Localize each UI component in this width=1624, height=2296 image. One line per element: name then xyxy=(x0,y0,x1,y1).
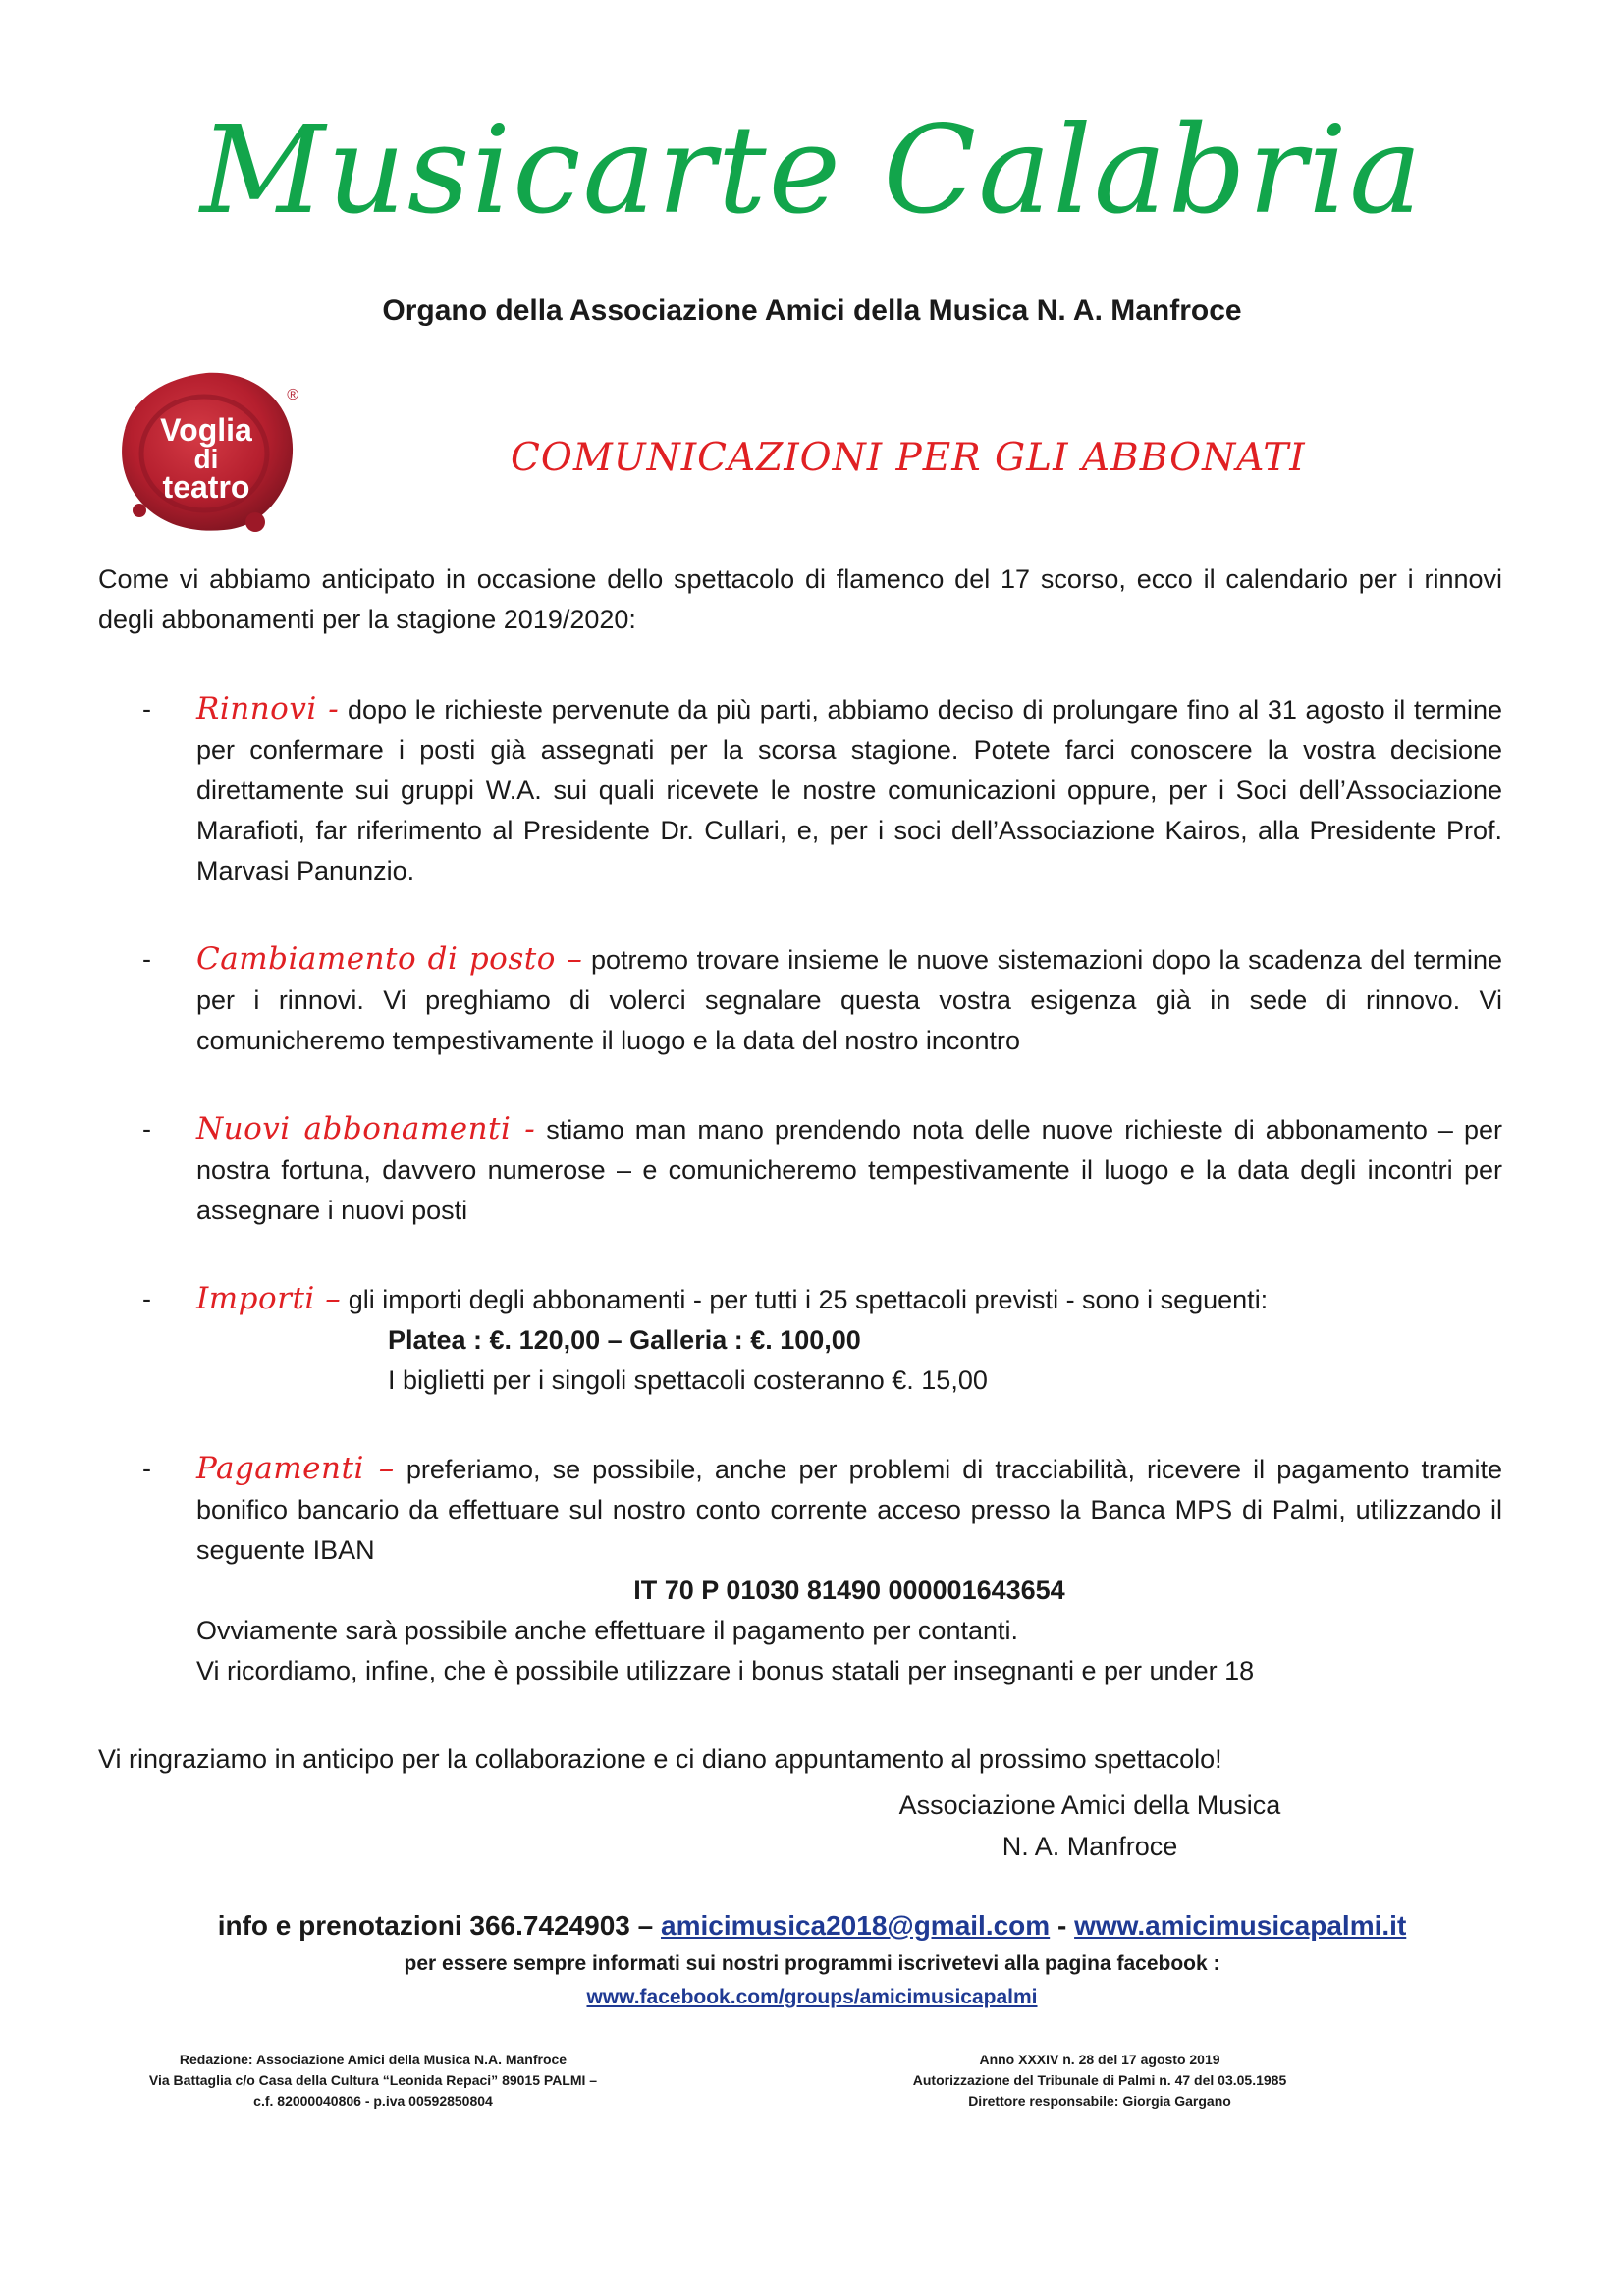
ticket-price-line: I biglietti per i singoli spettacoli costeranno €. 15,00 xyxy=(388,1365,988,1395)
masthead-subtitle: Organo della Associazione Amici della Musica N. A. Manfroce xyxy=(382,294,1242,327)
list-item-importi xyxy=(98,1279,1502,1401)
item-heading: Cambiamento di posto – xyxy=(196,941,583,977)
signature xyxy=(864,1785,1316,1867)
contacts-block xyxy=(0,1904,1624,2014)
item-heading: Nuovi abbonamenti - xyxy=(196,1111,536,1147)
masthead-title: Musicarte Calabria xyxy=(199,100,1425,241)
voglia-di-teatro-logo xyxy=(108,363,304,540)
website-link[interactable]: www.amicimusicapalmi.it xyxy=(1074,1910,1407,1941)
list-dash: - xyxy=(142,1284,151,1313)
facebook-link[interactable]: www.facebook.com/groups/amicimusicapalmi xyxy=(586,1986,1038,2008)
cash-payment-line: Ovviamente sarà possibile anche effettuare il pagamento per contanti. xyxy=(196,1616,1018,1645)
footer-left-line: Redazione: Associazione Amici della Musica N.A. Manfroce xyxy=(179,2052,568,2067)
list-dash: - xyxy=(142,1454,151,1483)
item-heading: Importi – xyxy=(196,1281,342,1316)
signature-line-2: N. A. Manfroce xyxy=(1001,1832,1178,1861)
info-phone: info e prenotazioni 366.7424903 – xyxy=(217,1910,662,1941)
list-dash: - xyxy=(142,1114,151,1144)
footer-issue-info xyxy=(854,2050,1345,2111)
facebook-note: per essere sempre informati sui nostri programmi iscrivetevi alla pagina facebook : xyxy=(404,1952,1220,1975)
footer-right-line: Anno XXXIV n. 28 del 17 agosto 2019 xyxy=(979,2052,1220,2067)
footer-right-line: Direttore responsabile: Giorgia Gargano xyxy=(968,2093,1231,2109)
signature-line-1: Associazione Amici della Musica xyxy=(898,1790,1281,1820)
list-dash: - xyxy=(142,694,151,723)
registered-mark: ® xyxy=(287,387,298,403)
contact-line xyxy=(0,1904,1624,1948)
facebook-line xyxy=(0,1981,1624,2014)
list-item-rinnovi xyxy=(98,689,1502,891)
item-text: dopo le richieste pervenute da più parti, abbiamo deciso di prolungare fino al 31 agosto il termine per confermare i posti già assegnati per la scorsa stagione. Potete farci conoscere la vostra decisione direttamente sui gruppi W.A. sui quali ricevete le nostre comunicazioni oppure, per i Soci dell’Associazione Marafioti, far riferimento al Presidente Dr. Cullari, e, per i soci dell’Associazione Kairos, alla Presidente Prof. Marvasi Panunzio. xyxy=(196,695,1503,885)
footer-editorial xyxy=(108,2050,638,2111)
intro-paragraph: Come vi abbiamo anticipato in occasione dello spettacolo di flamenco del 17 scorso, ecco il calendario per i rinnovi degli abbonamenti per la stagione 2019/2020: xyxy=(98,564,1502,634)
list-dash: - xyxy=(142,944,151,974)
logo-line-voglia: Voglia xyxy=(160,412,252,448)
iban-line: IT 70 P 01030 81490 000001643654 xyxy=(633,1575,1065,1605)
footer-left-line: Via Battaglia c/o Casa della Cultura “Leonida Repaci” 89015 PALMI – xyxy=(148,2072,598,2088)
list-item-nuovi xyxy=(98,1109,1502,1231)
logo-line-di: di xyxy=(193,444,219,474)
list-item-pagamenti xyxy=(98,1449,1502,1691)
item-text: stiamo man mano prendendo nota delle nuove richieste di abbonamento – per nostra fortuna, davvero numerose – e comunicheremo tempestivamente il luogo e la data degli incontri per assegnare i nuovi posti xyxy=(196,1115,1502,1225)
contact-separator: - xyxy=(1050,1910,1075,1941)
section-title: COMUNICAZIONI PER GLI ABBONATI xyxy=(511,436,1306,480)
footer-left-line: c.f. 82000040806 - p.iva 00592850804 xyxy=(253,2093,493,2109)
list-item-cambiamento xyxy=(98,939,1502,1061)
logo-line-teatro: teatro xyxy=(162,469,250,505)
prices-line: Platea : €. 120,00 – Galleria : €. 100,00 xyxy=(388,1325,861,1355)
item-heading: Pagamenti – xyxy=(196,1451,395,1486)
bonus-line: Vi ricordiamo, infine, che è possibile utilizzare i bonus statali per insegnanti e per under 18 xyxy=(196,1656,1255,1685)
article-body xyxy=(98,560,1502,1780)
footer-right-line: Autorizzazione del Tribunale di Palmi n. 47 del 03.05.1985 xyxy=(912,2072,1287,2088)
item-text: gli importi degli abbonamenti - per tutti i 25 spettacoli previsti - sono i seguenti: xyxy=(341,1285,1269,1314)
closing-paragraph: Vi ringraziamo in anticipo per la collaborazione e ci diano appuntamento al prossimo spettacolo! xyxy=(98,1744,1222,1774)
email-link[interactable]: amicimusica2018@gmail.com xyxy=(661,1910,1051,1941)
item-text: potremo trovare insieme le nuove sistemazioni dopo la scadenza del termine per i rinnovi. Vi preghiamo di volerci segnalare questa vostra esigenza già in sede di rinnovo. Vi comunicheremo tempestivamente il luogo e la data del nostro incontro xyxy=(196,945,1502,1055)
item-heading: Rinnovi - xyxy=(196,691,340,726)
item-text: preferiamo, se possibile, anche per problemi di tracciabilità, ricevere il pagamento tramite bonifico bancario da effettuare sul nostro conto corrente acceso presso la Banca MPS di Palmi, utilizzando il seguente IBAN xyxy=(196,1455,1502,1565)
